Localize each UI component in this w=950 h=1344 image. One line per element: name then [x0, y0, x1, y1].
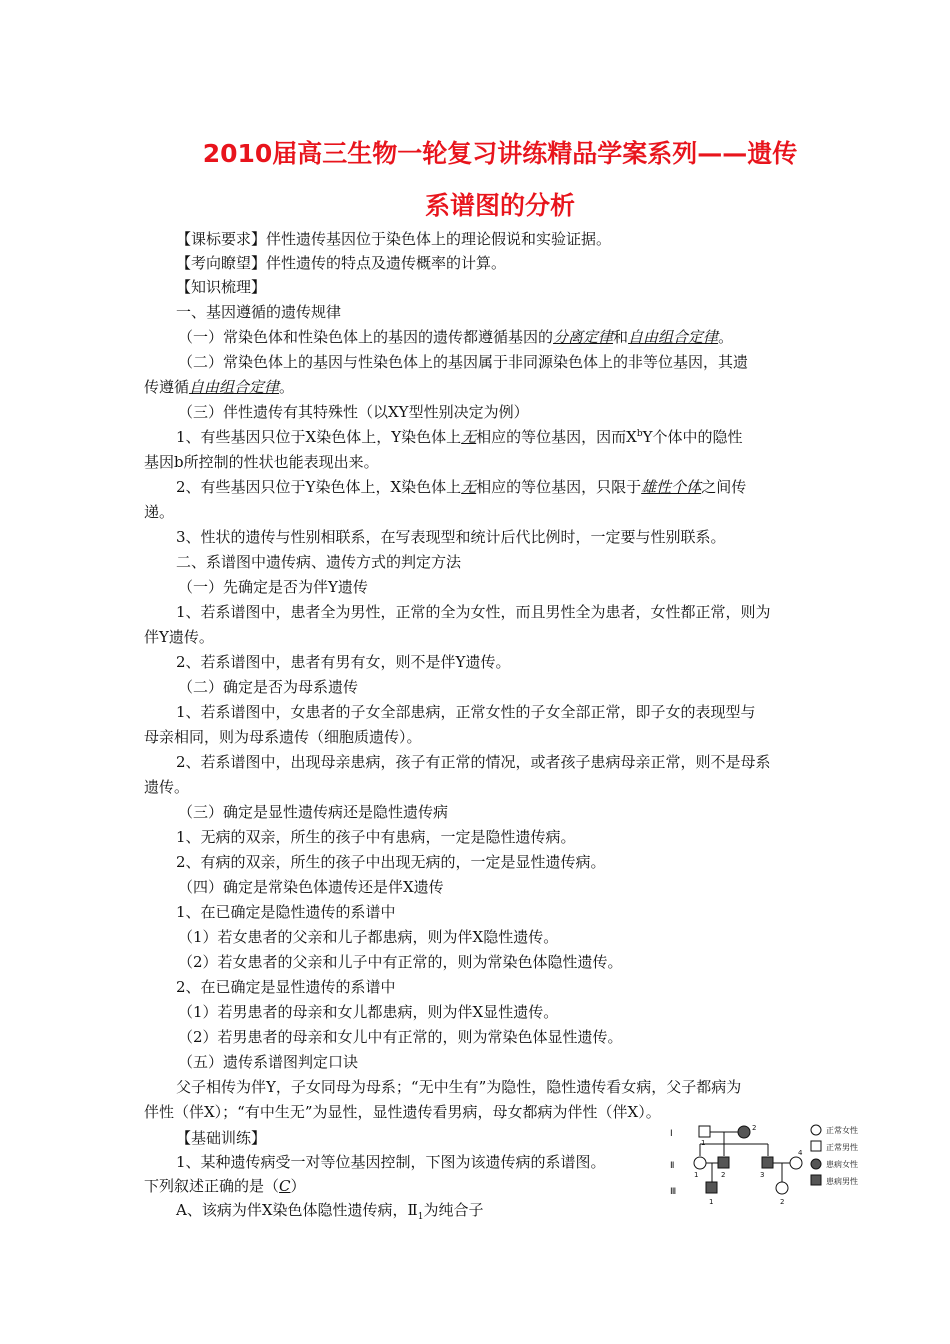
rule-4-1-1: （1）若女患者的父亲和儿子都患病，则为伴X隐性遗传。 — [178, 928, 559, 946]
paragraph-2: （二）常染色体上的基因与性染色体上的基因属于非同源染色体上的非等位基因，其遗 — [178, 353, 749, 371]
legend-normal-male-icon — [811, 1141, 821, 1151]
answer-none-2: 无 — [461, 478, 477, 496]
answer-male-individuals: 雄性个体 — [641, 478, 702, 496]
legend-normal-male: 正常男性 — [826, 1143, 858, 1152]
rule-2-2: 2、若系谱图中，出现母亲患病，孩子有正常的情况，或者孩子患病母亲正常，则不是母系 — [176, 753, 771, 771]
paragraph-1: （一）常染色体和性染色体上的基因的遗传都遵循基因的分离定律和自由组合定律。 — [178, 328, 734, 346]
gen2-male-affected-3 — [762, 1157, 773, 1168]
rule-3-2: 2、有病的双亲，所生的孩子中出现无病的，一定是显性遗传病。 — [176, 853, 606, 871]
legend-affected-female-icon — [811, 1159, 821, 1169]
paragraph-3: （三）伴性遗传有其特殊性（以XY型性别决定为例） — [178, 403, 529, 421]
legend-normal-female-icon — [811, 1125, 821, 1135]
rule-1-1: 1、若系谱图中，患者全为男性，正常的全为女性，而且男性全为患者，女性都正常，则为 — [176, 603, 771, 621]
subheading-5: （五）遗传系谱图判定口诀 — [178, 1053, 359, 1071]
rule-4-1-2: （2）若女患者的父亲和儿子中有正常的，则为常染色体隐性遗传。 — [178, 953, 623, 971]
svg-text:2: 2 — [721, 1171, 726, 1179]
rule-2-1-cont: 母亲相同，则为母系遗传（细胞质遗传）。 — [144, 728, 422, 746]
question-1-answer: C — [279, 1177, 291, 1195]
svg-text:3: 3 — [760, 1171, 765, 1179]
rule-2-1: 1、若系谱图中，女患者的子女全部患病，正常女性的子女全部正常，即子女的表现型与 — [176, 703, 756, 721]
section-heading-1: 一、基因遵循的遗传规律 — [176, 303, 342, 321]
knowledge-heading: 【知识梳理】 — [176, 278, 267, 296]
gen3-female-normal-2 — [776, 1182, 788, 1194]
svg-text:4: 4 — [798, 1149, 803, 1157]
svg-text:2: 2 — [752, 1124, 757, 1132]
gen1-female-affected — [738, 1126, 750, 1138]
rule-2-2-cont: 遗传。 — [144, 778, 190, 796]
generation-I-label: Ⅰ — [670, 1129, 673, 1139]
doc-title-line1: 2010届高三生物一轮复习讲练精品学案系列——遗传 — [202, 139, 798, 168]
subheading-1: （一）先确定是否为伴Y遗传 — [178, 578, 368, 596]
svg-text:1: 1 — [701, 1139, 706, 1147]
legend-affected-female: 患病女性 — [826, 1160, 858, 1169]
rule-3-1: 1、无病的双亲，所生的孩子中有患病，一定是隐性遗传病。 — [176, 828, 576, 846]
question-1: 1、某种遗传病受一对等位基因控制，下图为该遗传病的系谱图。 — [176, 1153, 606, 1171]
paragraph-4-cont: 基因b所控制的性状也能表现出来。 — [144, 453, 379, 471]
answer-independent-assortment: 自由组合定律 — [628, 328, 719, 346]
answer-segregation-law: 分离定律 — [553, 328, 614, 346]
pedigree-diagram — [664, 1120, 874, 1210]
svg-text:1: 1 — [709, 1198, 714, 1206]
subheading-4: （四）确定是常染色体遗传还是伴X遗传 — [178, 878, 444, 896]
gen1-male-normal — [699, 1126, 710, 1137]
gen3-male-affected-1 — [706, 1182, 717, 1193]
doc-title-line2: 系谱图的分析 — [424, 191, 575, 220]
generation-II-label: Ⅱ — [670, 1161, 675, 1171]
option-a: A、该病为伴X染色体隐性遗传病，$Ⅱ_1$为纯合子 — [176, 1201, 484, 1222]
section-heading-2: 二、系谱图中遗传病、遗传方式的判定方法 — [176, 553, 462, 571]
gen2-male-affected-2 — [718, 1157, 729, 1168]
generation-III-label: Ⅲ — [670, 1187, 677, 1197]
answer-none-1: 无 — [461, 428, 477, 446]
answer-independent-assortment-2: 自由组合定律 — [189, 378, 280, 396]
paragraph-5-cont: 递。 — [144, 503, 175, 521]
exam-outlook: 【考向瞭望】伴性遗传的特点及遗传概率的计算。 — [176, 254, 507, 272]
curriculum-requirement: 【课标要求】伴性遗传基因位于染色体上的理论假说和实验证据。 — [176, 230, 612, 248]
svg-text:1: 1 — [694, 1171, 699, 1179]
legend-affected-male-icon — [811, 1175, 821, 1185]
rule-4-1: 1、在已确定是隐性遗传的系谱中 — [176, 903, 396, 921]
paragraph-2-cont: 传遵循自由组合定律。 — [144, 378, 295, 396]
rule-1-1-cont: 伴Y遗传。 — [144, 628, 214, 646]
basic-training-heading: 【基础训练】 — [176, 1129, 267, 1147]
paragraph-6: 3、性状的遗传与性别相联系，在写表现型和统计后代比例时，一定要与性别联系。 — [176, 528, 726, 546]
paragraph-5: 2、有些基因只位于Y染色体上，X染色体上无相应的等位基因，只限于雄性个体之间传 — [176, 478, 747, 496]
question-1-prompt: 下列叙述正确的是（C） — [144, 1177, 306, 1195]
rule-4-2-2: （2）若男患者的母亲和女儿中有正常的，则为常染色体显性遗传。 — [178, 1028, 623, 1046]
rule-4-2: 2、在已确定是显性遗传的系谱中 — [176, 978, 396, 996]
legend-normal-female: 正常女性 — [826, 1126, 858, 1135]
mnemonic-1: 父子相传为伴Y，子女同母为母系；“无中生有”为隐性，隐性遗传看女病，父子都病为 — [176, 1078, 742, 1096]
mnemonic-2: 伴性（伴X）；“有中生无”为显性，显性遗传看男病，母女都病为伴性（伴X）。 — [144, 1103, 661, 1121]
legend-affected-male: 患病男性 — [826, 1177, 858, 1186]
paragraph-4: 1、有些基因只位于X染色体上，Y染色体上无相应的等位基因，因而$X^bY$个体中的隐性 — [176, 428, 743, 446]
gen2-female-normal-1 — [694, 1157, 706, 1169]
svg-text:2: 2 — [780, 1198, 785, 1206]
rule-1-2: 2、若系谱图中，患者有男有女，则不是伴Y遗传。 — [176, 653, 511, 671]
subheading-2: （二）确定是否为母系遗传 — [178, 678, 359, 696]
rule-4-2-1: （1）若男患者的母亲和女儿都患病，则为伴X显性遗传。 — [178, 1003, 559, 1021]
gen2-female-normal-4 — [790, 1157, 802, 1169]
subheading-3: （三）确定是显性遗传病还是隐性遗传病 — [178, 803, 449, 821]
